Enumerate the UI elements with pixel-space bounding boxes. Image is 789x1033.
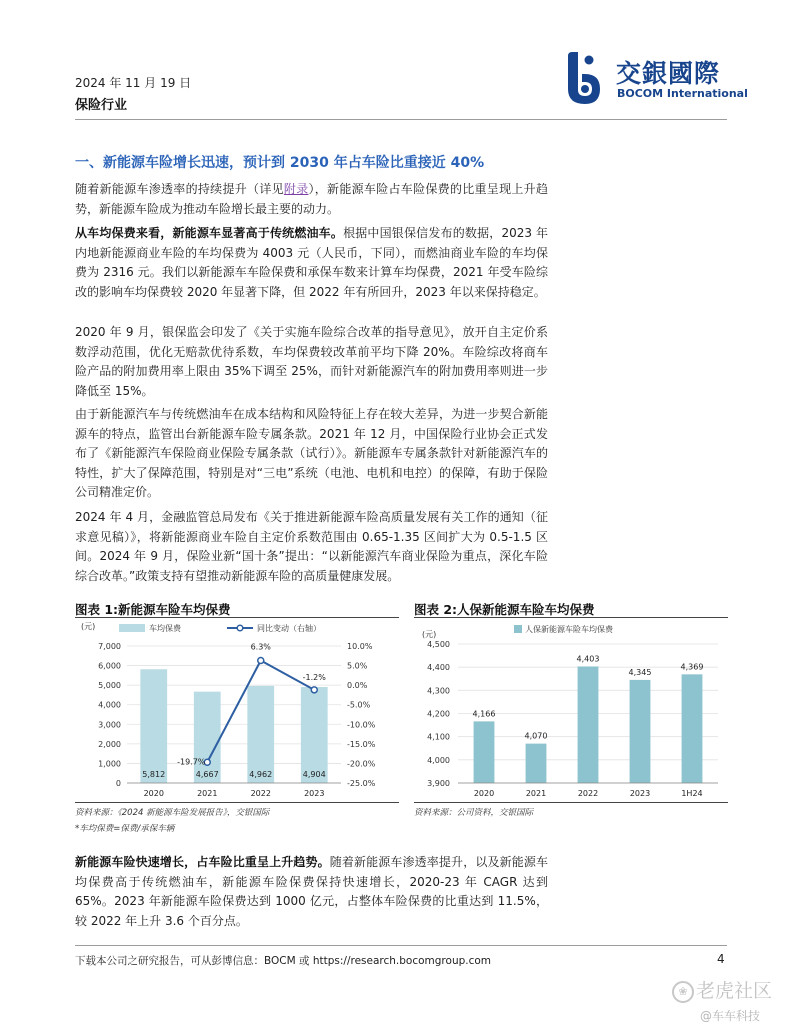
chart1-y-tick: 2,000 <box>98 739 121 749</box>
chart2-y-tick: 4,000 <box>427 755 450 765</box>
chart1-x-tick: 2021 <box>197 789 218 798</box>
paragraph-5: 2024 年 4 月，金融监管总局发布《关于推进新能源车险高质量发展有关工作的通知（征求意见稿）》，将新能源商业车险自主定价系数范围由 0.65-1.35 区间扩大为 0.5-1.5 区间。2024 年 9 月，保险业新“国十条”提出：“以新能源汽车商业保险为重点，深化车险综合改革。”政策支持有望推动新能源车险的高质量健康发展。 <box>75 510 548 583</box>
chart2-bar <box>474 721 495 783</box>
figure2-chart <box>414 618 728 802</box>
chart1-line-label: 6.3% <box>250 642 271 652</box>
page-number: 4 <box>717 952 725 966</box>
bocom-logo <box>558 50 748 108</box>
figure2-title: 图表 2:人保新能源车险车均保费 <box>414 602 595 617</box>
chart1-bar-label: 5,812 <box>142 770 166 779</box>
appendix-link[interactable]: 附录 <box>283 182 309 196</box>
chart1-y2-tick: -15.0% <box>347 739 376 749</box>
chart1-y-unit: (元) <box>81 622 96 631</box>
chart2-y-unit: (元) <box>422 630 437 639</box>
chart1-y-tick: 0 <box>115 779 121 788</box>
chart2-legend-swatch <box>514 625 522 633</box>
chart2-bar <box>630 680 651 783</box>
chart1-x-tick: 2023 <box>304 789 325 798</box>
chart1-legend-bar-swatch <box>119 624 145 632</box>
chart1-bar <box>301 687 328 783</box>
figure1-source: 资料来源：《2024 新能源车险发展报告》，交银国际 <box>75 808 270 818</box>
chart1-y-tick: 4,000 <box>98 700 121 710</box>
paragraph-1 <box>75 180 548 219</box>
watermark-sub: @车车科技 <box>700 1009 761 1023</box>
figure1-title: 图表 1:新能源车险车均保费 <box>75 602 231 617</box>
chart1-y2-tick: 0.0% <box>347 681 368 691</box>
chart1-legend-line-label: 同比变动（右轴） <box>257 624 321 633</box>
chart1-line-label: -19.7% <box>177 757 206 767</box>
chart2-bar-label: 4,345 <box>628 667 652 677</box>
watermark-main-text: 老虎社区 <box>696 980 773 1002</box>
chart2-bar-label: 4,369 <box>680 662 704 672</box>
figure1-chart <box>75 618 399 802</box>
chart2-legend-label: 人保新能源车险车均保费 <box>525 625 613 634</box>
chart1-y2-tick: 5.0% <box>347 661 368 671</box>
chart2-bar-label: 4,403 <box>576 654 600 664</box>
chart2-x-tick: 2022 <box>577 789 599 798</box>
p1-text-b: ），新能源车险占车险保费的比重呈现上升趋势，新能源车险成为推动车险增长最主要的动力。 <box>75 182 548 216</box>
figure1-frame <box>75 617 399 803</box>
chart2-y-tick: 4,400 <box>427 663 450 673</box>
p1-text-a: 随着新能源车渗透率的持续提升（详见 <box>75 182 284 196</box>
logo-english-name: BOCOM International <box>617 87 748 100</box>
chart1-y2-tick: -25.0% <box>347 779 376 788</box>
chart2-bar <box>682 674 703 783</box>
chart2-y-tick: 4,200 <box>427 709 450 719</box>
chart1-y2-tick: -5.0% <box>347 700 371 710</box>
chart1-y-tick: 1,000 <box>98 759 121 769</box>
chart1-y-tick: 6,000 <box>98 661 121 671</box>
chart1-line-point <box>311 687 317 693</box>
chart2-bar-label: 4,166 <box>472 709 496 719</box>
header-divider <box>75 119 727 120</box>
chart2-y-tick: 4,100 <box>427 732 450 742</box>
tiger-paw-icon: ❀ <box>672 981 694 1003</box>
p2-body: 根据中国银保信发布的数据，2023 年内地新能源商业车险的车均保费为 4003 元（人民币，下同），而燃油商业车险的车均保费为 2316 元。我们以新能源车车险保费和承保车数来计算车均保费，2021 年受车险综改的影响车均保费较 2020 年显著下降，但 2022 年有所回升，2023 年以来保持稳定。 <box>75 226 548 299</box>
chart2-y-tick: 4,300 <box>427 686 450 696</box>
chart2-bar <box>578 666 599 783</box>
p2-lead: 从车均保费来看，新能源车显著高于传统燃油车。 <box>75 226 344 240</box>
figure2-source: 资料来源：公司资料，交银国际 <box>414 808 534 818</box>
figure2-frame <box>414 617 728 803</box>
chart1-y-tick: 7,000 <box>98 642 121 651</box>
chart1-line-point <box>258 657 264 663</box>
chart1-x-tick: 2022 <box>250 789 271 798</box>
chart1-y2-tick: 10.0% <box>347 642 373 651</box>
chart1-y2-tick: -20.0% <box>347 759 376 769</box>
chart1-legend-line-marker <box>237 625 243 631</box>
chart1-bar-label: 4,667 <box>195 770 219 779</box>
footer-download-note: 下载本公司之研究报告，可从彭博信息：BOCM 或 https://research.bocomgroup.com <box>75 955 492 967</box>
p6-lead: 新能源车险快速增长，占车险比重呈上升趋势。 <box>75 855 330 869</box>
industry-label: 保险行业 <box>75 98 128 113</box>
paragraph-4: 由于新能源汽车与传统燃油车在成本结构和风险特征上存在较大差异，为进一步契合新能源车的特点，监管出台新能源车险专属条款。2021 年 12 月，中国保险行业协会正式发布了《新能源汽车保险商业保险专属条款（试行）》。新能源车专属条款针对新能源汽车的特性，扩大了保障范围，特别是对“三电”系统（电池、电机和电控）的保障，有助于保险公司精准定价。 <box>75 407 548 500</box>
chart2-y-tick: 4,500 <box>427 640 450 649</box>
chart1-y-tick: 5,000 <box>98 681 121 691</box>
chart2-x-tick: 2021 <box>525 789 547 798</box>
chart1-line-label: -1.2% <box>302 672 326 682</box>
paragraph-6 <box>75 853 548 931</box>
chart2-x-tick: 2020 <box>473 789 495 798</box>
chart1-bar-label: 4,962 <box>249 770 273 779</box>
paragraph-3: 2020 年 9 月，银保监会印发了《关于实施车险综合改革的指导意见》，放开自主定价系数浮动范围，优化无赔款优待系数，车均保费较改革前平均下降 20%。车险综改将商车险产品的附加费用率上限由 35%下调至 25%，而针对新能源汽车的附加费用率则进一步降低至 15%。 <box>75 325 548 398</box>
p6-body: 随着新能源车渗透率提升，以及新能源车均保费高于传统燃油车，新能源车险保费保持快速增长，2020-23 年 CAGR 达到 65%。2023 年新能源车险保费达到 1000 亿元，占整体车险保费的比重达到 11.5%，较 2022 年上升 3.6 个百分点。 <box>75 855 548 928</box>
chart1-y-tick: 3,000 <box>98 720 121 730</box>
bocom-logo-icon <box>558 50 612 106</box>
chart1-y2-tick: -10.0% <box>347 720 376 730</box>
figure1-note: *车均保费=保费/承保车辆 <box>75 824 175 834</box>
chart2-x-tick: 2023 <box>629 789 651 798</box>
chart1-bar <box>247 686 274 783</box>
chart1-bar-label: 4,904 <box>302 770 326 779</box>
chart2-bar-label: 4,070 <box>524 731 548 741</box>
paragraph-2 <box>75 224 548 302</box>
chart1-x-tick: 2020 <box>143 789 164 798</box>
chart1-bar <box>140 669 167 783</box>
report-date: 2024 年 11 月 19 日 <box>75 76 192 90</box>
logo-chinese-name: 交銀國際 <box>616 59 721 88</box>
watermark-main <box>672 976 772 1003</box>
chart2-bar <box>526 744 547 783</box>
chart2-x-tick: 1H24 <box>681 789 703 798</box>
chart2-y-tick: 3,900 <box>427 779 450 788</box>
chart1-legend-bar-label: 车均保费 <box>149 624 181 633</box>
section-title: 一、新能源车险增长迅速，预计到 2030 年占车险比重接近 40% <box>75 155 485 171</box>
footer-divider <box>75 945 727 946</box>
